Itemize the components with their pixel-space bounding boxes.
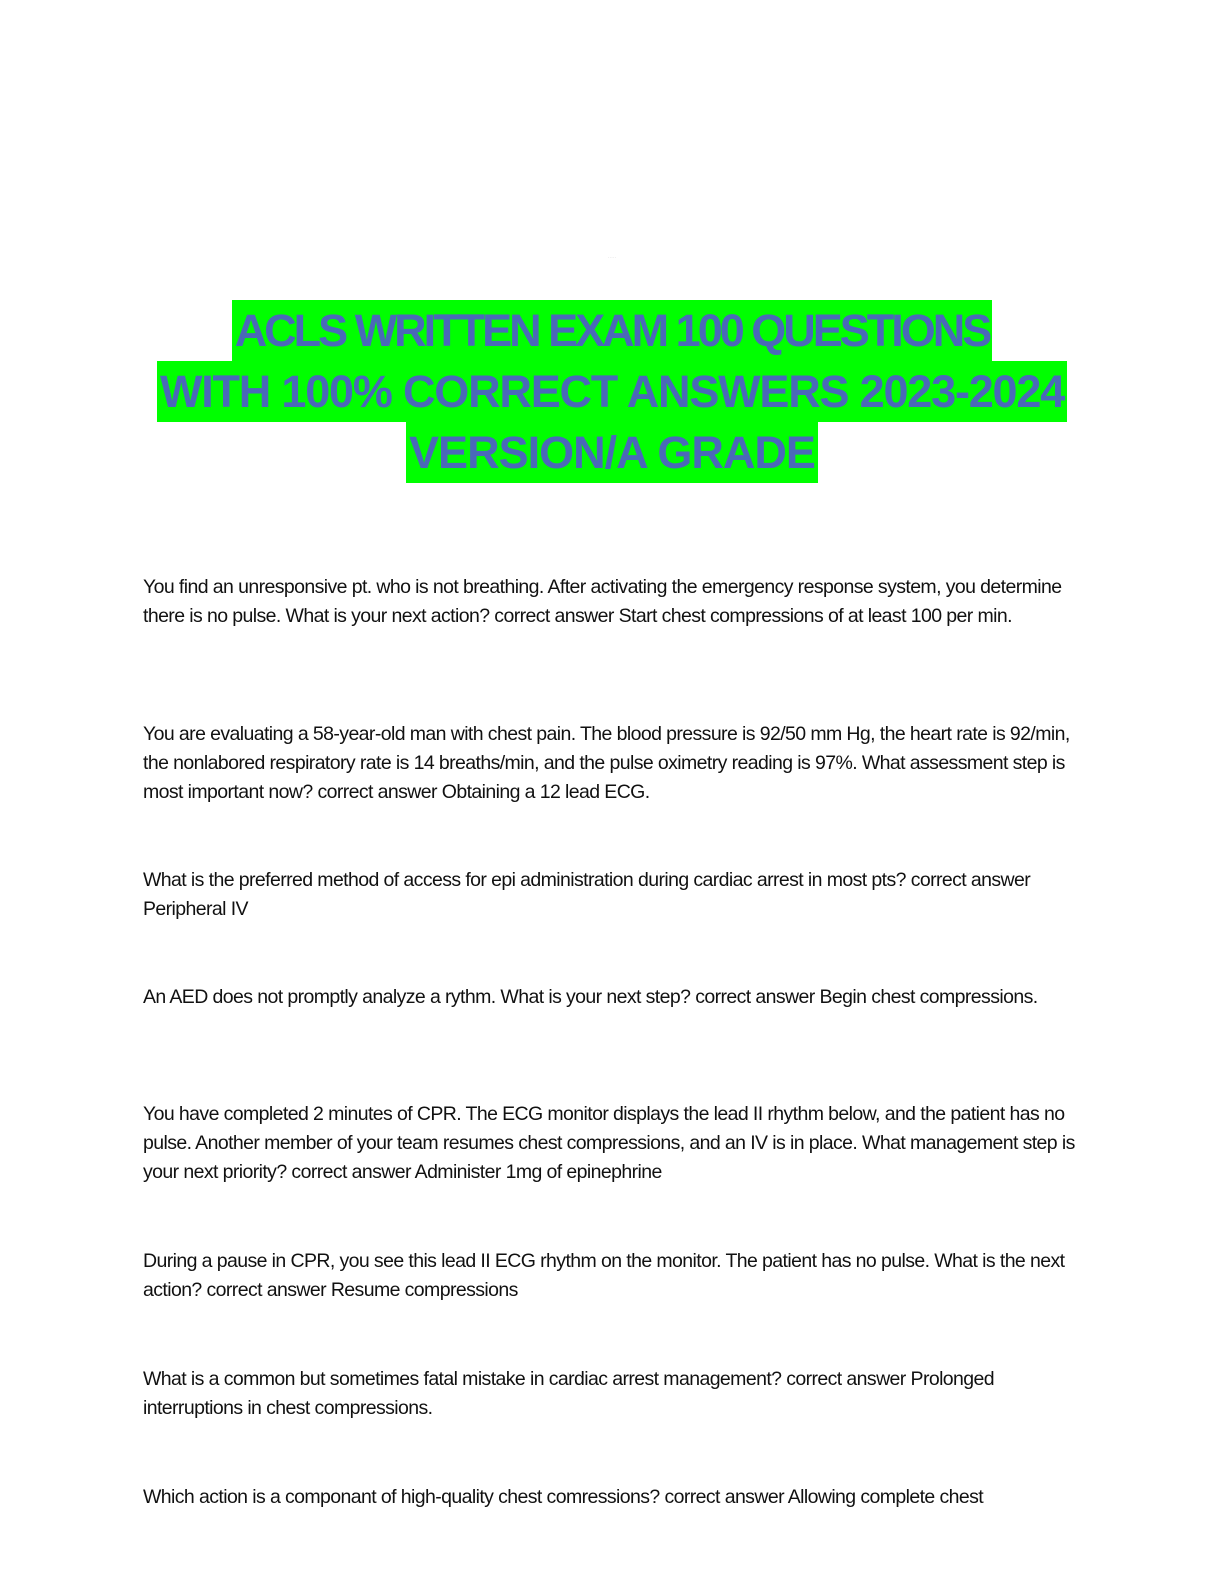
answer-text: Obtaining a 12 lead ECG. [441, 781, 650, 803]
question-text: You are evaluating a 58-year-old man with chest pain. The blood pressure is 92/50 mm Hg, the heart rate is 92/min, the nonlabored respiratory rate is 14 breaths/min, and the pulse oximetry reading is 97%. What assessment step is most important now? [143, 723, 1070, 803]
question-text: During a pause in CPR, you see this lead II ECG rhythm on the monitor. The patient has no pulse. What is the next action? [143, 1250, 1065, 1301]
question-text: Which action is a componant of high-quality chest comressions? [143, 1486, 660, 1508]
qa-item-2 [143, 720, 1078, 807]
answer-tag: correct answer [317, 781, 437, 803]
answer-text: Allowing complete chest [787, 1486, 984, 1508]
header-mark: · · · · · [607, 255, 617, 259]
answer-text: Begin chest compressions. [819, 986, 1038, 1008]
answer-text: Administer 1mg of epinephrine [414, 1161, 662, 1183]
question-text: You find an unresponsive pt. who is not breathing. After activating the emergency response system, you determine there is no pulse. What is your next action? [143, 576, 1062, 627]
title-line-3: VERSION/A GRADE [406, 422, 818, 483]
qa-item-7 [143, 1365, 1078, 1423]
answer-tag: correct answer [664, 1486, 784, 1508]
qa-item-4 [143, 983, 1078, 1012]
answer-tag: correct answer [494, 605, 614, 627]
qa-item-8 [143, 1483, 1078, 1512]
answer-text: Peripheral IV [143, 898, 248, 920]
answer-text: Resume compressions [330, 1279, 518, 1301]
answer-tag: correct answer [910, 869, 1031, 891]
answer-tag: correct answer [291, 1161, 411, 1183]
qa-item-6 [143, 1247, 1078, 1305]
answer-text: Prolonged interruptions in chest compressions. [143, 1368, 995, 1419]
question-text: What is a common but sometimes fatal mistake in cardiac arrest management? [143, 1368, 782, 1390]
question-text: An AED does not promptly analyze a rythm. What is your next step? [143, 986, 691, 1008]
answer-tag: correct answer [695, 986, 815, 1008]
answer-text: Start chest compressions of at least 100 per min. [618, 605, 1012, 627]
qa-item-1 [143, 573, 1078, 631]
qa-item-3 [143, 866, 1078, 924]
answer-tag: correct answer [786, 1368, 906, 1390]
qa-item-5 [143, 1100, 1078, 1187]
title-line-1: ACLS WRITTEN EXAM 100 QUESTIONS [232, 300, 993, 361]
question-text: What is the preferred method of access for epi administration during cardiac arrest in most pts? [143, 869, 906, 891]
question-text: You have completed 2 minutes of CPR. The ECG monitor displays the lead II rhythm below, and the patient has no pulse. Another member of your team resumes chest compressions, and an IV is in place. What management step is your next priority? [143, 1103, 1075, 1183]
answer-tag: correct answer [206, 1279, 326, 1301]
document-title [0, 300, 1224, 483]
title-line-2: WITH 100% CORRECT ANSWERS 2023-2024 [157, 361, 1067, 422]
